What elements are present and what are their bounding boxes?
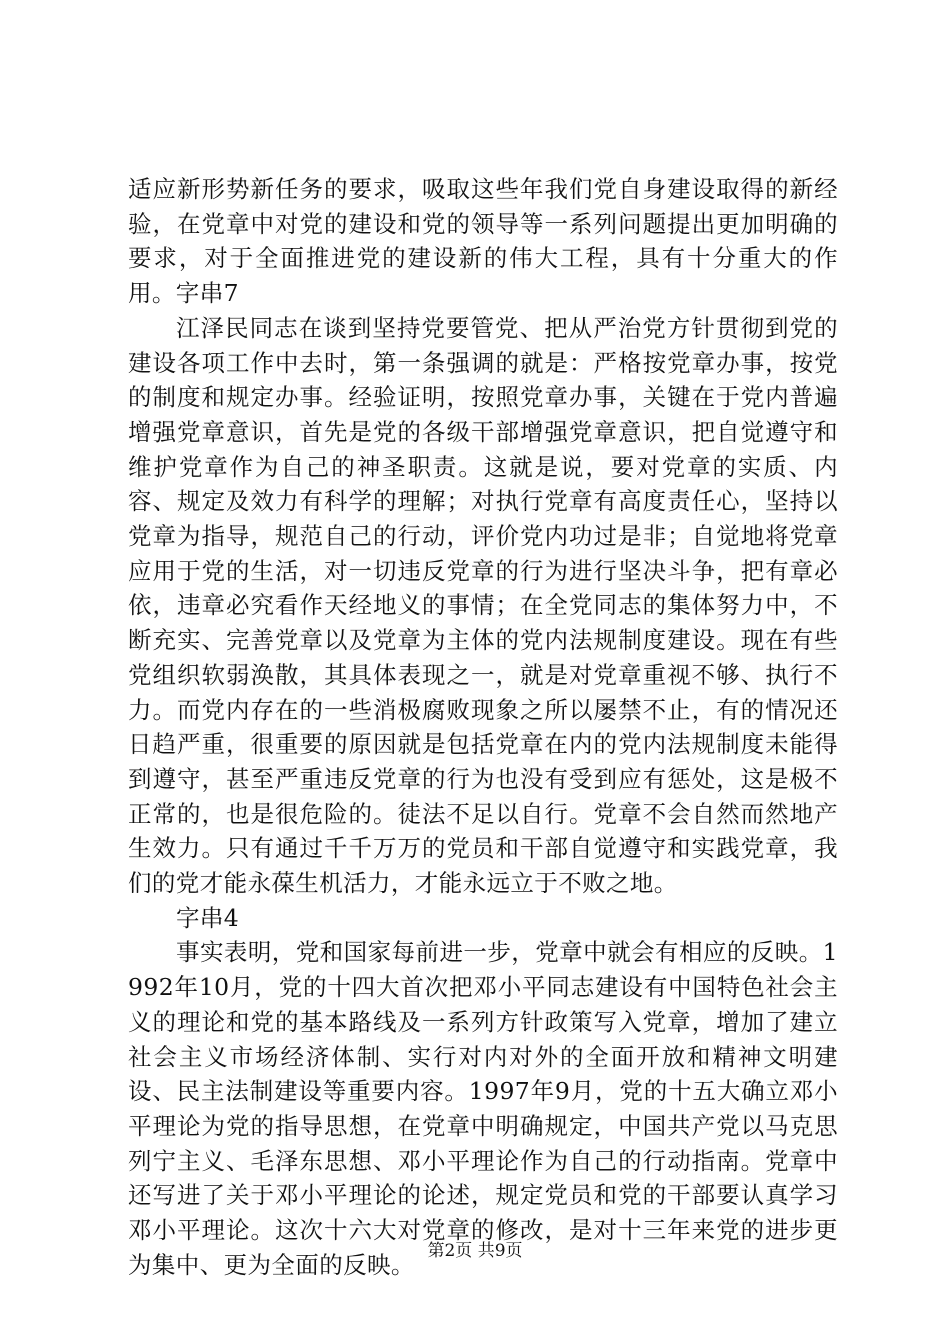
- paragraph-3: 字串4: [176, 903, 240, 932]
- paragraph-4: 事实表明，党和国家每前进一步，党章中就会有相应的反映。1992年10月，党的十四大首次把邓小平同志建设有中国特色社会主义的理论和党的基本路线及一系列方针政策写入党章，增加了建立社会主义市场经济体制、实行对内对外的全面开放和精神文明建设、民主法制建设等重要内容。1997年9月，党的十五大确立邓小平理论为党的指导思想，在党章中明确规定，中国共产党以马克思列宁主义、毛泽东思想、邓小平理论作为自己的行动指南。党章中还写进了关于邓小平理论的论述，规定党员和党的干部要认真学习邓小平理论。这次十六大对党章的修改，是对十三年来党的进步更为集中、更为全面的反映。: [128, 938, 838, 1279]
- paragraph-2: 江泽民同志在谈到坚持党要管党、把从严治党方针贯彻到党的建设各项工作中去时，第一条强调的就是：严格按党章办事，按党的制度和规定办事。经验证明，按照党章办事，关键在于党内普遍增强党章意识，首先是党的各级干部增强党章意识，把自觉遵守和维护党章作为自己的神圣职责。这就是说，要对党章的实质、内容、规定及效力有科学的理解；对执行党章有高度责任心，坚持以党章为指导，规范自己的行动，评价党内功过是非；自觉地将党章应用于党的生活，对一切违反党章的行为进行坚决斗争，把有章必依，违章必究看作天经地义的事情；在全党同志的集体努力中，不断充实、完善党章以及党章为主体的党内法规制度建设。现在有些党组织软弱涣散，其具体表现之一，就是对党章重视不够、执行不力。而党内存在的一些消极腐败现象之所以屡禁不止，有的情况还日趋严重，很重要的原因就是包括党章在内的党内法规制度未能得到遵守，甚至严重违反党章的行为也没有受到应有惩处，这是极不正常的，也是很危险的。徒法不足以自行。党章不会自然而然地产生效力。只有通过千千万万的党员和干部自觉遵守和实践党章，我们的党才能永葆生机活力，才能永远立于不败之地。: [128, 313, 838, 898]
- document-body: [128, 172, 838, 1283]
- paragraph-1: 适应新形势新任务的要求，吸取这些年我们党自身建设取得的新经验，在党章中对党的建设和党的领导等一系列问题提出更加明确的要求，对于全面推进党的建设新的伟大工程，具有十分重大的作用。字串7: [128, 175, 838, 308]
- page-number-footer: 第2页 共9页: [427, 1241, 523, 1261]
